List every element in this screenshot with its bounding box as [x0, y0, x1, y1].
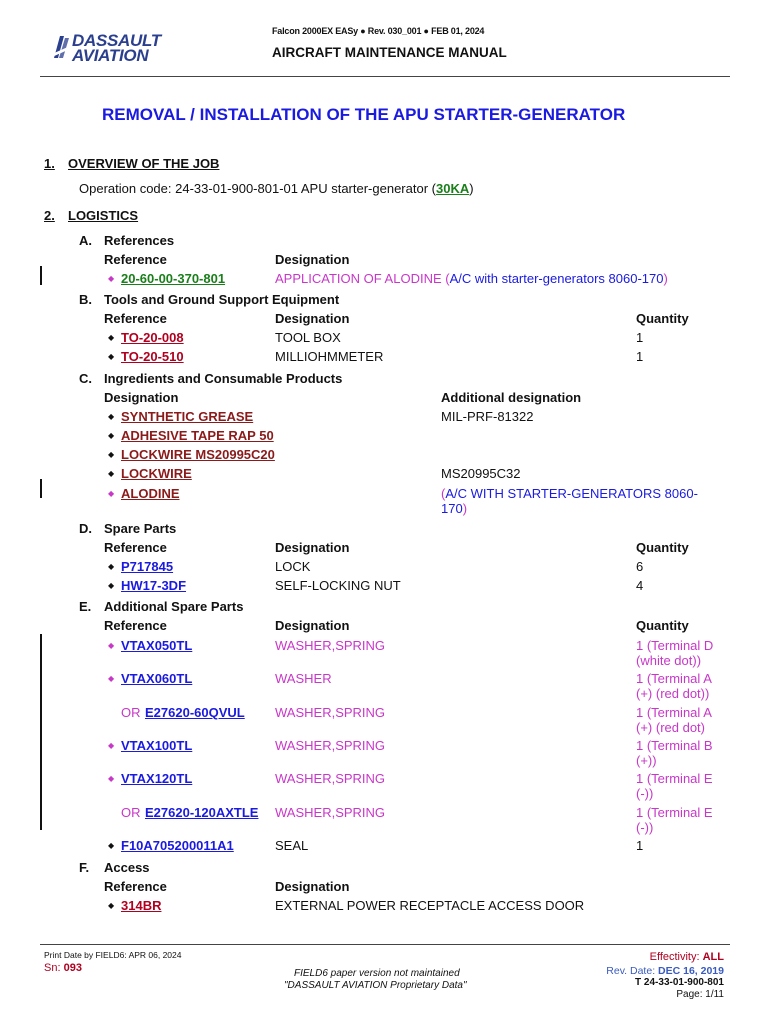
logo-line-1: DASSAULT	[72, 31, 161, 50]
additional-part-quantity-cont: (white dot))	[636, 653, 702, 668]
operation-code-line	[79, 181, 474, 196]
diamond-bullet-icon: ◆	[108, 450, 115, 459]
subsection-e-letter: E.	[79, 599, 92, 614]
revision-value: DEC 16, 2019	[658, 965, 724, 977]
tool-quantity: 1	[636, 349, 644, 364]
additional-part-designation: WASHER	[275, 671, 332, 686]
additional-part-quantity: 1 (Terminal A	[636, 705, 712, 720]
effectivity-value: ALL	[702, 951, 724, 963]
subsection-d-letter: D.	[79, 521, 92, 536]
col-designation: Designation	[104, 390, 179, 405]
section-1-heading: OVERVIEW OF THE JOB	[68, 156, 220, 171]
ingredient-link[interactable]: SYNTHETIC GREASE	[121, 409, 254, 424]
section-2-number: 2.	[44, 208, 55, 223]
dassault-logo-icon	[50, 32, 72, 60]
spare-part-quantity: 6	[636, 559, 644, 574]
diamond-bullet-icon: ◆	[108, 412, 115, 421]
effectivity-label: Effectivity:	[649, 951, 703, 963]
manual-title: AIRCRAFT MAINTENANCE MANUAL	[272, 45, 507, 60]
col-quantity: Quantity	[636, 540, 689, 555]
paren-close: )	[462, 501, 468, 516]
additional-part-designation: WASHER,SPRING	[275, 638, 386, 653]
additional-part-quantity: 1 (Terminal E	[636, 805, 713, 820]
subsection-b-letter: B.	[79, 292, 92, 307]
page-title: REMOVAL / INSTALLATION OF THE APU STARTER-GENERATOR	[102, 105, 626, 124]
additional-part-quantity: 1	[636, 838, 644, 853]
revision-label: Rev. Date:	[606, 965, 659, 977]
tool-link[interactable]: TO-20-510	[121, 349, 184, 364]
effectivity-note: A/C with starter-generators 8060-170	[449, 271, 664, 286]
designation-text	[275, 271, 668, 286]
operation-code-text: Operation code: 24-33-01-900-801-01 APU starter-generator (	[79, 181, 436, 196]
diamond-bullet-icon: ◆	[108, 841, 115, 850]
subsection-a-heading: References	[104, 233, 175, 248]
diamond-bullet-icon: ◆	[108, 774, 115, 783]
additional-designation	[441, 486, 711, 516]
paren-open: (	[441, 486, 446, 501]
col-designation: Designation	[275, 618, 350, 633]
additional-part-designation: WASHER,SPRING	[275, 705, 386, 720]
tool-quantity: 1	[636, 330, 644, 345]
additional-part-quantity-cont: (+) (red dot))	[636, 686, 710, 701]
designation-main: APPLICATION OF ALODINE (	[275, 271, 450, 286]
subsection-d-heading: Spare Parts	[104, 521, 177, 536]
document-reference: Falcon 2000EX EASy ● Rev. 030_001 ● FEB 01, 2024	[272, 26, 485, 36]
col-quantity: Quantity	[636, 311, 689, 326]
col-designation: Designation	[275, 252, 350, 267]
additional-part-link[interactable]: VTAX050TL	[121, 638, 193, 653]
subsection-c-heading: Ingredients and Consumable Products	[104, 371, 343, 386]
additional-part-link[interactable]: E27620-60QVUL	[145, 705, 245, 720]
company-logo	[50, 32, 180, 64]
logo-line-2: AVIATION	[72, 46, 149, 65]
header-divider	[40, 76, 730, 77]
col-designation: Designation	[275, 540, 350, 555]
revision-date	[606, 965, 724, 977]
col-designation: Designation	[275, 311, 350, 326]
spare-part-designation: LOCK	[275, 559, 311, 574]
col-designation: Designation	[275, 879, 350, 894]
serial-label: Sn:	[44, 962, 64, 974]
diamond-bullet-icon: ◆	[108, 641, 115, 650]
access-link[interactable]: 314BR	[121, 898, 162, 913]
additional-part-link[interactable]: VTAX100TL	[121, 738, 193, 753]
serial-number	[44, 962, 82, 974]
effectivity	[650, 951, 724, 963]
access-designation: EXTERNAL POWER RECEPTACLE ACCESS DOOR	[275, 898, 585, 913]
task-number: T 24-33-01-900-801	[635, 977, 724, 988]
diamond-bullet-icon: ◆	[108, 741, 115, 750]
additional-part-link[interactable]: F10A705200011A1	[121, 838, 234, 853]
section-1-number: 1.	[44, 156, 55, 171]
operation-code-end: )	[469, 181, 474, 196]
section-2-heading: LOGISTICS	[68, 208, 139, 223]
serial-value: 093	[63, 962, 82, 974]
page-number: Page: 1/11	[676, 989, 724, 1000]
col-reference: Reference	[104, 252, 167, 267]
spare-part-quantity: 4	[636, 578, 644, 593]
subsection-c-letter: C.	[79, 371, 92, 386]
diamond-bullet-icon: ◆	[108, 562, 115, 571]
diamond-bullet-icon: ◆	[108, 333, 115, 342]
ingredient-link[interactable]: LOCKWIRE	[121, 466, 192, 481]
subsection-e-heading: Additional Spare Parts	[104, 599, 244, 614]
additional-designation: MIL-PRF-81322	[441, 409, 534, 424]
col-additional-designation: Additional designation	[441, 390, 582, 405]
subsection-a-letter: A.	[79, 233, 92, 248]
diamond-bullet-icon: ◆	[108, 489, 115, 498]
additional-part-quantity-cont: (+))	[636, 753, 657, 768]
spare-part-link[interactable]: HW17-3DF	[121, 578, 187, 593]
change-bar	[40, 479, 42, 498]
spare-part-designation: SELF-LOCKING NUT	[275, 578, 401, 593]
additional-part-designation: WASHER,SPRING	[275, 738, 386, 753]
additional-part-quantity: 1 (Terminal B	[636, 738, 713, 753]
additional-part-quantity-cont: (-))	[636, 786, 654, 801]
ingredient-link[interactable]: LOCKWIRE MS20995C20	[121, 447, 275, 462]
additional-part-quantity-cont: (-))	[636, 820, 654, 835]
ingredient-link[interactable]: ALODINE	[121, 486, 180, 501]
change-bar	[40, 266, 42, 285]
footer-divider	[40, 944, 730, 945]
additional-part-designation: SEAL	[275, 838, 309, 853]
change-bar	[40, 634, 42, 830]
diamond-bullet-icon: ◆	[108, 274, 115, 283]
additional-part-designation: WASHER,SPRING	[275, 771, 386, 786]
additional-part-quantity-cont: (+) (red dot)	[636, 720, 705, 735]
print-date: Print Date by FIELD6: APR 06, 2024	[44, 950, 182, 960]
effectivity-note: A/C WITH STARTER-GENERATORS 8060-170	[441, 486, 698, 516]
additional-part-quantity: 1 (Terminal A	[636, 671, 712, 686]
operation-code-link[interactable]: 30KA	[435, 181, 470, 196]
tool-link[interactable]: TO-20-008	[121, 330, 184, 345]
subsection-f-heading: Access	[104, 860, 150, 875]
diamond-bullet-icon: ◆	[108, 469, 115, 478]
diamond-bullet-icon: ◆	[108, 674, 115, 683]
diamond-bullet-icon: ◆	[108, 431, 115, 440]
proprietary-note: "DASSAULT AVIATION Proprietary Data"	[284, 980, 467, 991]
col-reference: Reference	[104, 540, 167, 555]
tool-designation: MILLIOHMMETER	[275, 349, 384, 364]
additional-part-quantity: 1 (Terminal E	[636, 771, 713, 786]
col-reference: Reference	[104, 311, 167, 326]
spare-part-link[interactable]: P717845	[121, 559, 174, 574]
additional-part-designation: WASHER,SPRING	[275, 805, 386, 820]
subsection-b-heading: Tools and Ground Support Equipment	[104, 292, 340, 307]
reference-link[interactable]: 20-60-00-370-801	[121, 271, 226, 286]
col-reference: Reference	[104, 879, 167, 894]
or-label: OR	[121, 705, 141, 720]
col-reference: Reference	[104, 618, 167, 633]
diamond-bullet-icon: ◆	[108, 901, 115, 910]
col-quantity: Quantity	[636, 618, 689, 633]
designation-end: )	[663, 271, 668, 286]
diamond-bullet-icon: ◆	[108, 352, 115, 361]
additional-part-link[interactable]: VTAX120TL	[121, 771, 193, 786]
additional-part-link[interactable]: E27620-120AXTLE	[145, 805, 259, 820]
tool-designation: TOOL BOX	[275, 330, 341, 345]
additional-part-quantity: 1 (Terminal D	[636, 638, 714, 653]
ingredient-link[interactable]: ADHESIVE TAPE RAP 50	[121, 428, 274, 443]
diamond-bullet-icon: ◆	[108, 581, 115, 590]
subsection-f-letter: F.	[79, 860, 90, 875]
or-label: OR	[121, 805, 141, 820]
paper-version-note: FIELD6 paper version not maintained	[294, 968, 460, 979]
additional-part-link[interactable]: VTAX060TL	[121, 671, 193, 686]
additional-designation: MS20995C32	[441, 466, 521, 481]
